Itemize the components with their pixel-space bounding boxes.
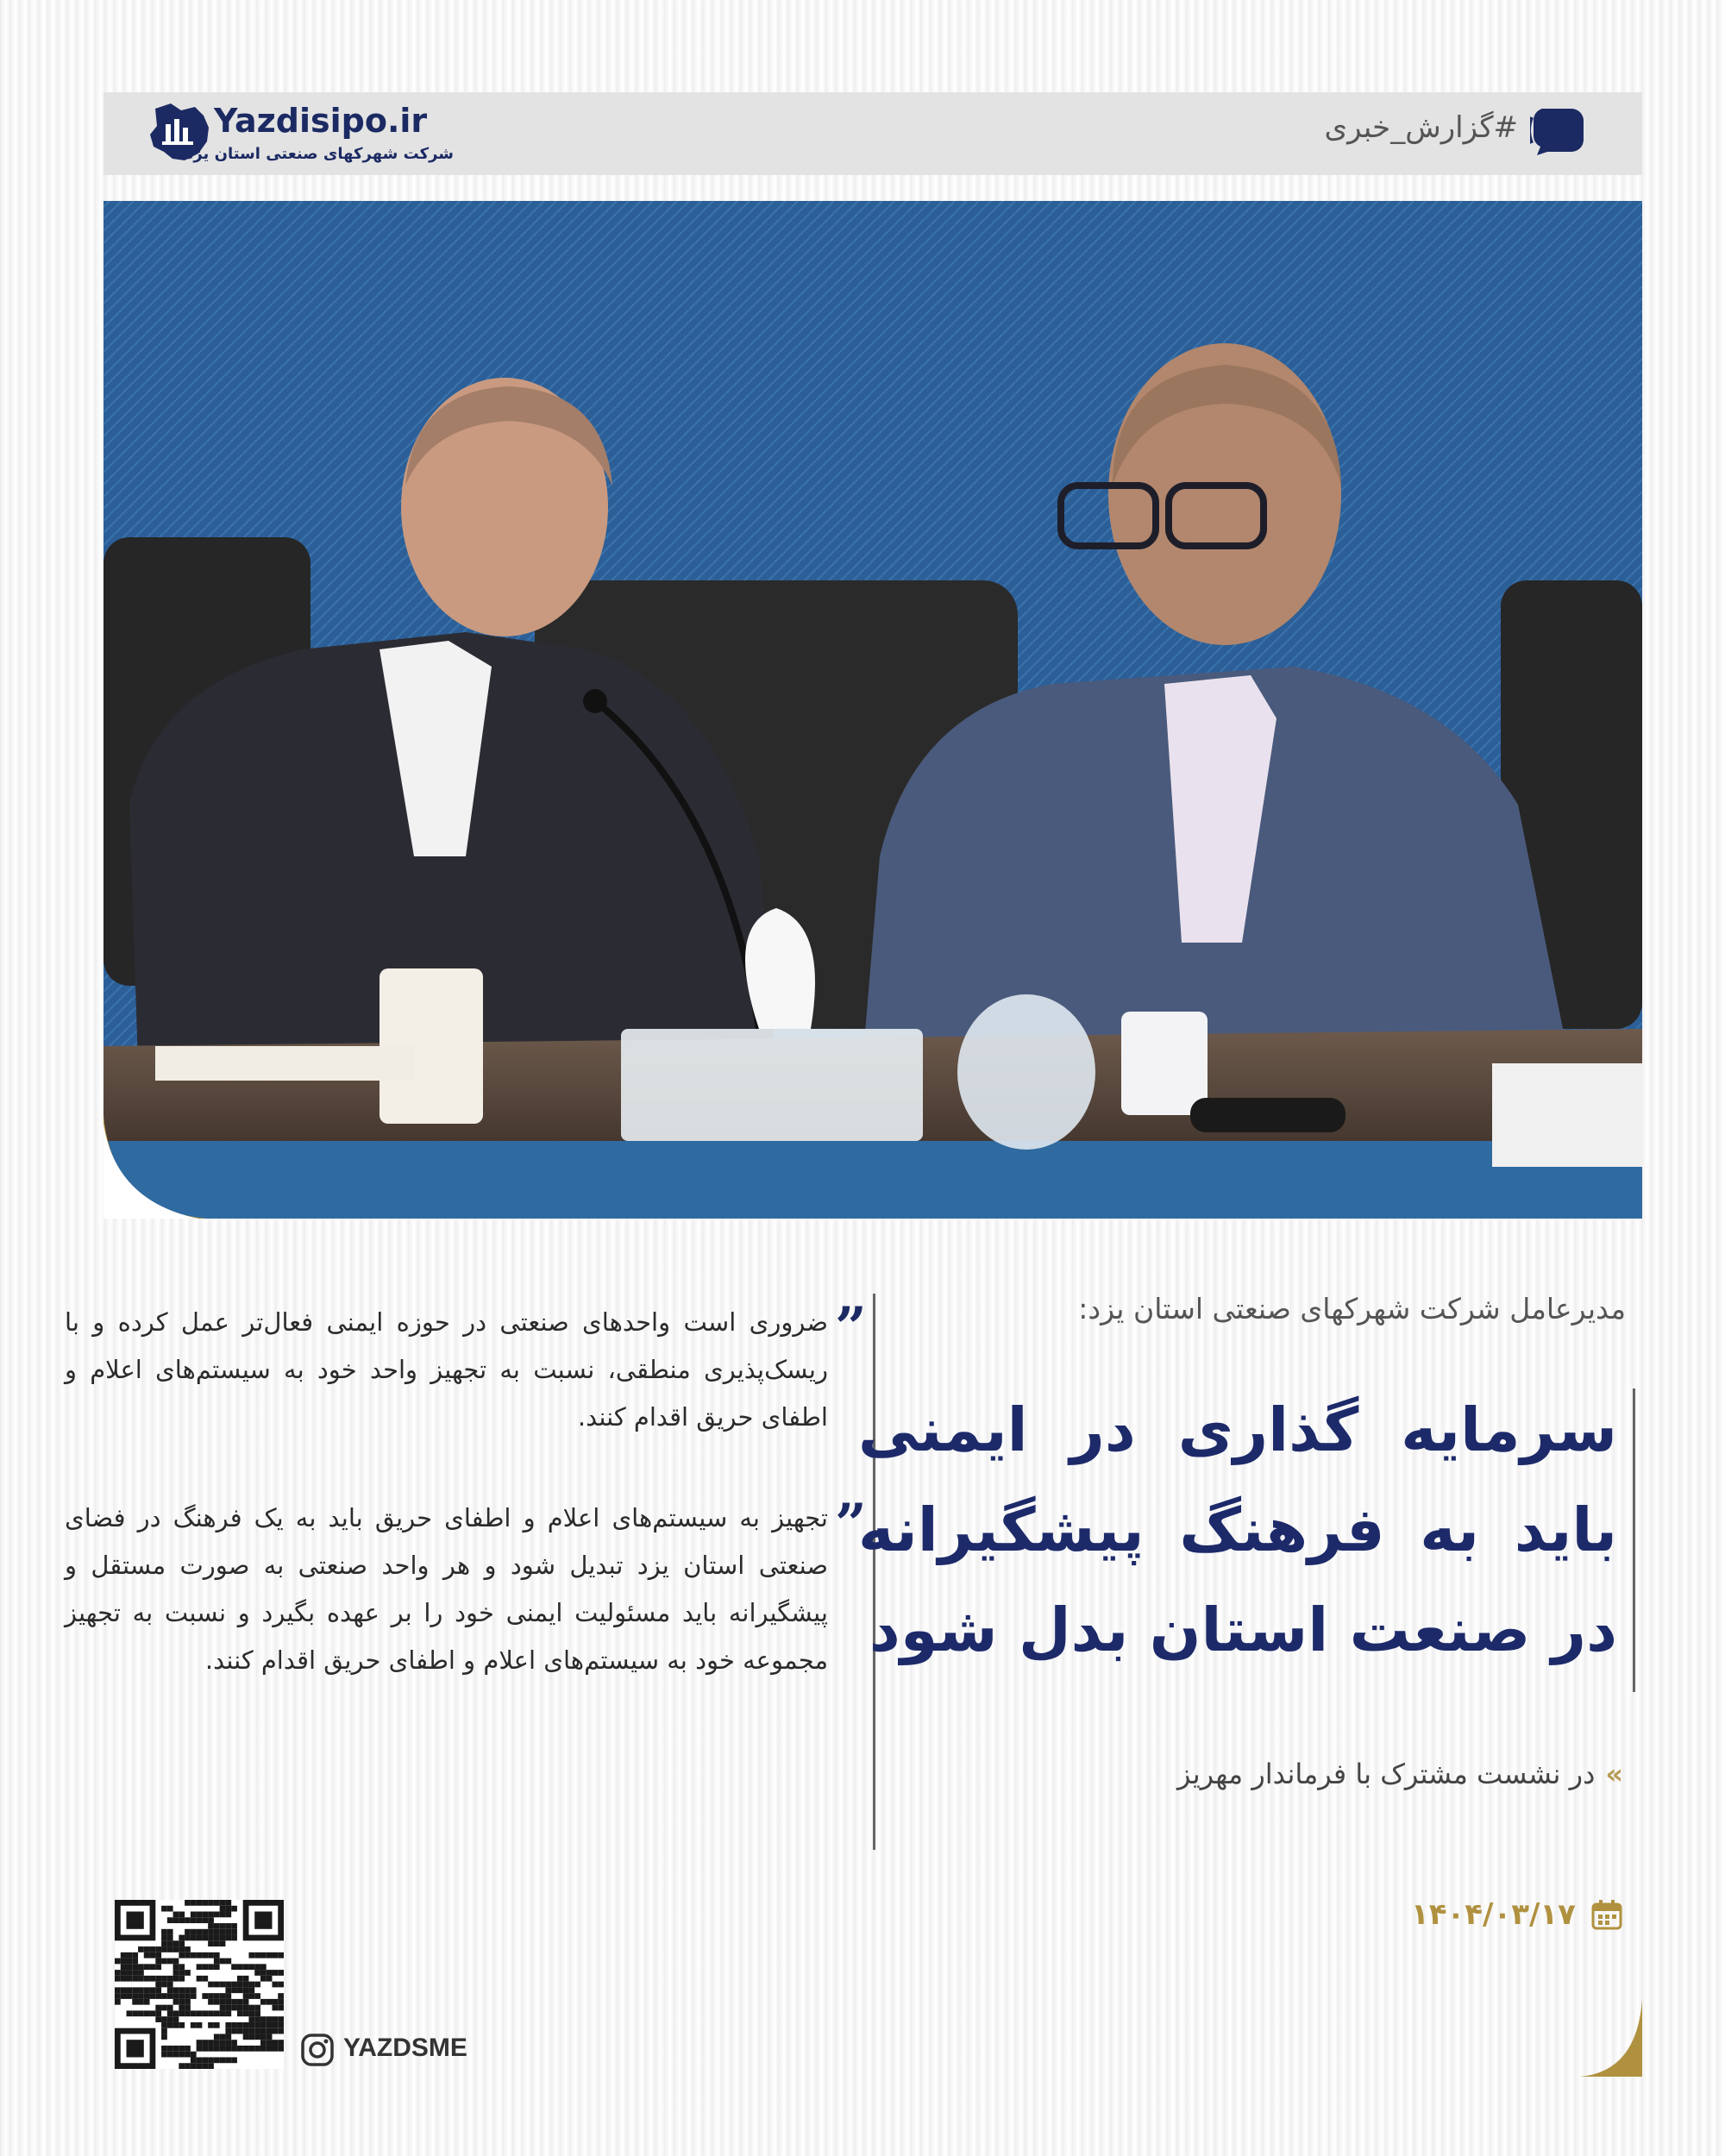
site-logo[interactable] [147, 98, 457, 172]
calendar-icon [1590, 1898, 1623, 1931]
quote-paragraph-1: ضروری است واحدهای صنعتی در حوزه ایمنی فعال‌تر عمل کرده و با ریسک‌پذیری منطقی، نسبت به تجهیز واحد خود به سیستم‌های اعلام و اطفای حریق اقدام کنند. [65, 1307, 828, 1432]
article-headline: سرمایه گذاری در ایمنی باید به فرهنگ پیشگیرانه در صنعت استان بدل شود [858, 1395, 1617, 1665]
article-kicker: مدیرعامل شرکت شهرکهای صنعتی استان یزد: [1078, 1292, 1626, 1326]
meeting-photo [104, 201, 1642, 1219]
quote-mark-icon: ” [835, 1295, 867, 1360]
instagram-icon[interactable] [300, 2033, 335, 2067]
article-date: ۱۴۰۴/۰۳/۱۷ [1411, 1897, 1576, 1932]
photo-illustration [104, 201, 1642, 1219]
subline-text: در نشست مشترک با فرماندار مهریز [1177, 1758, 1596, 1790]
gold-corner-ornament [1580, 1999, 1642, 2077]
headline-accent-bar [1633, 1388, 1635, 1692]
hashtag-label[interactable]: #گزارش_خبری [1324, 110, 1518, 145]
qr-code[interactable] [115, 1900, 284, 2069]
date-row [1411, 1897, 1623, 1935]
double-chevron-icon: » [1605, 1758, 1623, 1790]
quote-paragraph-2: تجهیز به سیستم‌های اعلام و اطفای حریق باید به یک فرهنگ در فضای صنعتی استان یزد تبدیل شود و هر واحد صنعتی به صورت مستقل و پیشگیرانه باید مسئولیت ایمنی خود را بر عهده بگیرد و نسبت به تجهیز مجموعه خود به سیستم‌های اعلام و اطفای حریق اقدام کنند. [65, 1503, 828, 1675]
logo-subtitle: شرکت شهرکهای صنعتی استان یزد [185, 145, 454, 163]
logo-domain: Yazdisipo.ir [214, 102, 428, 140]
article-subline [933, 1758, 1623, 1790]
quote-mark-icon: ” [835, 1492, 867, 1557]
speech-bubble-icon [1530, 105, 1585, 155]
instagram-handle[interactable]: YAZDSME [343, 2034, 467, 2062]
